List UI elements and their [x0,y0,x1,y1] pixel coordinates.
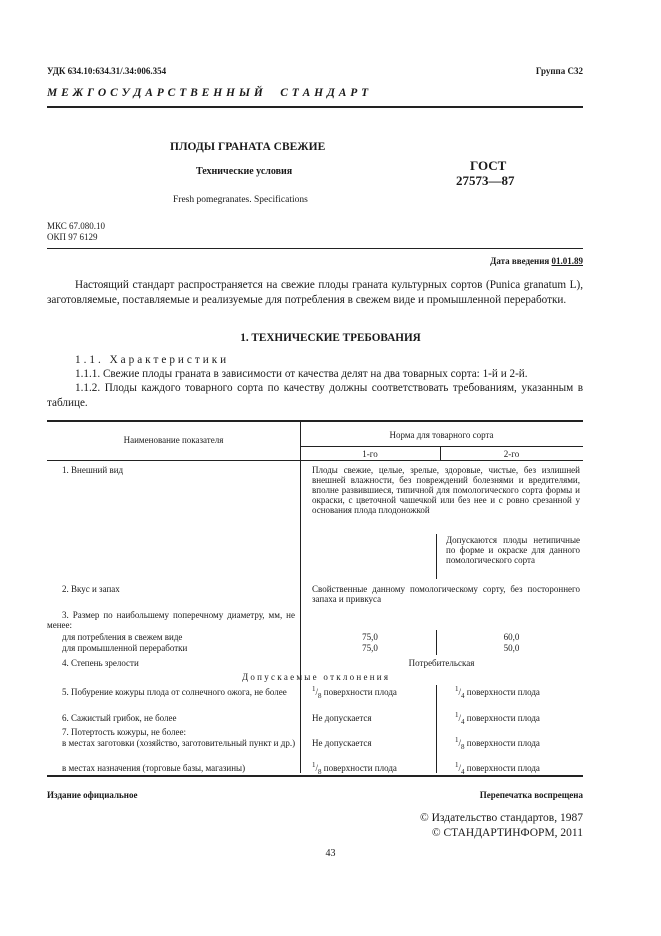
gost-label: ГОСТ [470,158,507,173]
intro-date-value: 01.01.89 [551,256,583,266]
abrasion-procurement-first: Не допускается [312,738,372,748]
row-sunburn-name: 5. Побурение кожуры плода от солнечного ожога, не более [62,687,287,697]
row-abrasion-destination: в местах назначения (торговые базы, магазины) [62,763,246,773]
row-appearance-both: Плоды свежие, целые, зрелые, здоровые, чистые, без излишней внешней влажности, без повреждений болезнями и вредителями, вполне развившиеся, типичной для помологического сорта формы и окраски, с цветочной чашечкой или без нее и с ровно срезанной у основания плода плодоножкой [312,465,580,515]
abrasion-procurement-second: $^1/_8$ поверхности плода [455,736,540,751]
document-title: ПЛОДЫ ГРАНАТА СВЕЖИЕ [170,141,326,153]
size-processing-second: 50,0 [503,643,520,653]
table-vline-5 [436,685,437,773]
interstate-standard-banner: М Е Ж Г О С У Д А Р С Т В Е Н Н Ы Й С Т А Н Д А Р Т [47,87,369,99]
sunburn-second: $^1/_4$ поверхности плода [455,685,540,700]
row-appearance-second: Допускаются плоды нетипичные по форме и окраске для данного помологического сорта [446,535,580,565]
section-para-2: 1.1.1. Свежие плоды граната в зависимости от качества делят на два товарных сорта: 1-й и 2-й. [75,368,528,380]
page-number: 43 [325,848,336,859]
group-code: Группа С32 [535,66,583,76]
table-top-rule [47,420,583,422]
row-taste-both: Свойственные данному помологическому сорту, без постороннего запаха и привкуса [312,584,580,604]
table-vline-1 [300,421,301,773]
intro-paragraph: Настоящий стандарт распространяется на свежие плоды граната культурных сортов (Punica granatum L), заготовляемые, поставляемые и реализуемые для потребления в свежем виде и промышленной переработки. [47,279,583,306]
col-header-first: 1-го [362,449,378,459]
size-fresh-second: 60,0 [503,632,520,642]
col-header-norm: Норма для товарного сорта [389,430,494,440]
copyright-2011: © СТАНДАРТИНФОРМ, 2011 [431,827,583,839]
title-rule [47,248,583,249]
row-size-name: 3. Размер по наибольшему поперечному диаметру, мм, не менее: [47,610,295,630]
col-header-second: 2-го [503,449,520,459]
row-taste-name: 2. Вкус и запах [62,584,120,594]
table-head-rule [47,460,583,461]
okp-code: ОКП 97 6129 [47,232,98,242]
table-sub-rule [300,446,583,447]
table-vline-3 [436,534,437,579]
row-sooty-name: 6. Сажистый грибок, не более [62,713,177,723]
sooty-first: Не допускается [312,713,372,723]
reprint-prohibited: Перепечатка воспрещена [479,790,583,800]
size-processing-first: 75,0 [362,643,378,653]
table-bottom-rule [47,775,583,777]
abrasion-destination-first: $^1/_8$ поверхности плода [312,761,397,776]
size-fresh-first: 75,0 [362,632,378,642]
gost-number: 27573—87 [456,173,515,188]
abrasion-destination-second: $^1/_4$ поверхности плода [455,761,540,776]
sunburn-first: $^1/_8$ поверхности плода [312,685,397,700]
copyright-1987: © Издательство стандартов, 1987 [419,812,583,824]
official-edition: Издание официальное [47,790,138,800]
row-abrasion-procurement: в местах заготовки (хозяйство, заготовительный пункт и др.) [62,738,296,748]
udk-code: УДК 634.10:634.31/.34:006.354 [47,66,167,76]
row-ripeness-both: Потребительская [408,658,475,668]
row-size-fresh: для потребления в свежем виде [62,632,183,642]
row-ripeness-name: 4. Степень зрелости [62,658,139,668]
intro-date [490,256,583,266]
english-title: Fresh pomegranates. Specifications [173,195,308,205]
section-para-1: 1.1. Характеристики [75,354,230,366]
col-header-name: Наименование показателя [123,435,224,445]
deviations-heading: Д о п у с к а е м ы е о т к л о н е н и я [242,672,388,682]
row-appearance-name: 1. Внешний вид [62,465,124,475]
header-rule [47,106,583,108]
row-size-processing: для промышленной переработки [62,643,188,653]
sooty-second: $^1/_4$ поверхности плода [455,711,540,726]
mks-code: МКС 67.080.10 [47,221,106,231]
document-subtitle: Технические условия [196,166,293,177]
row-abrasion-name: 7. Потертость кожуры, не более: [62,727,186,737]
section-para-3: 1.1.2. Плоды каждого товарного сорта по качеству должны соответствовать требованиям, указанным в таблице. [47,382,583,409]
intro-date-label: Дата введения [490,256,550,266]
section-heading: 1. ТЕХНИЧЕСКИЕ ТРЕБОВАНИЯ [240,332,421,344]
